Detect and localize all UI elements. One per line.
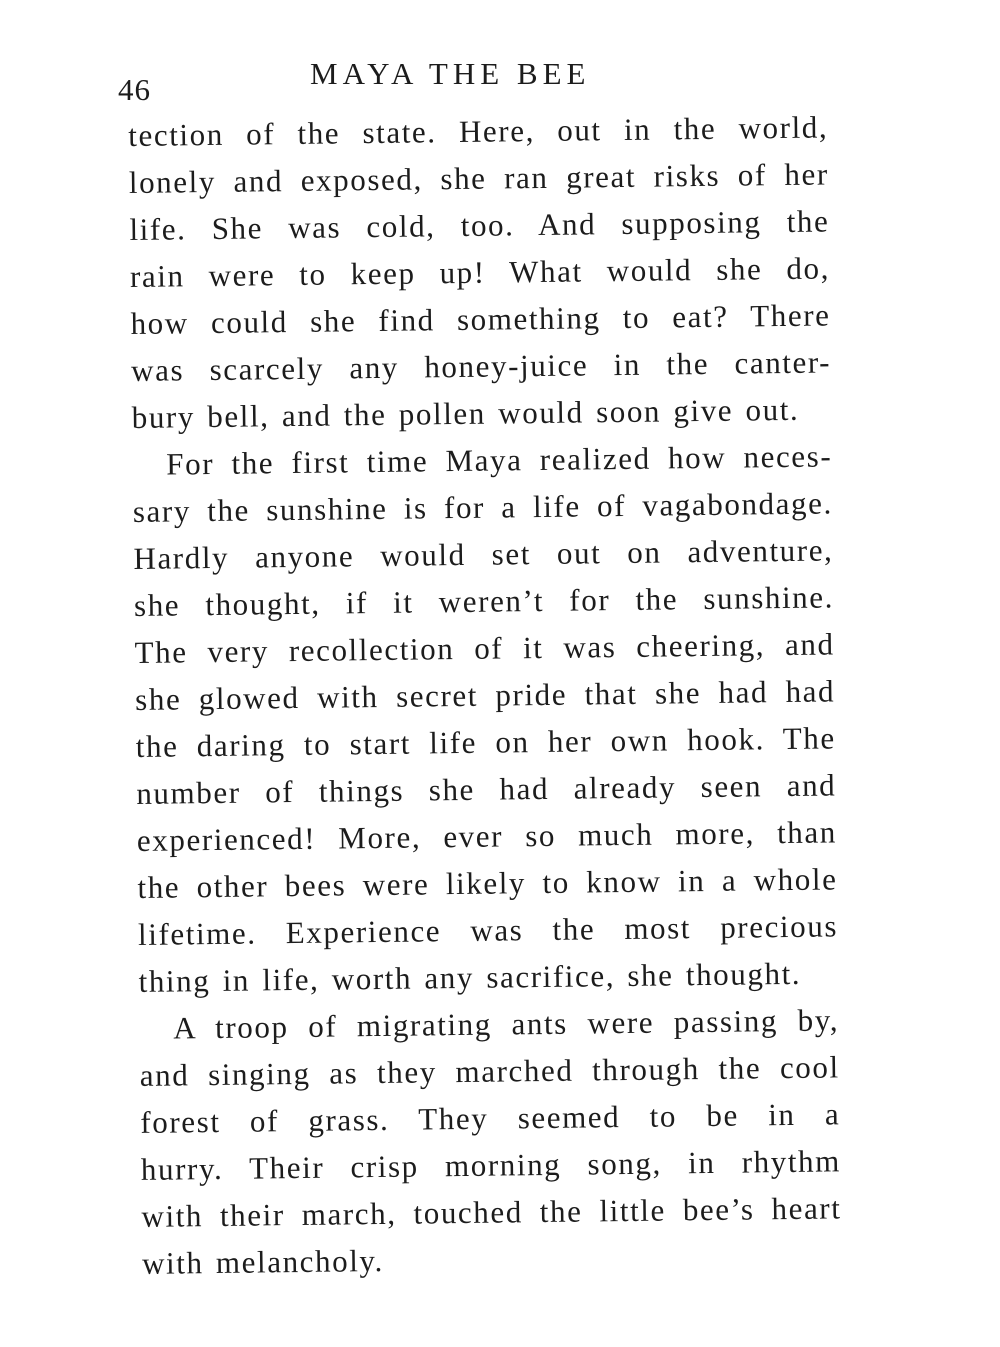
text-line: how could she find something to eat? There [130, 297, 831, 341]
text-line: and singing as they marched through the cool [139, 1049, 840, 1093]
book-title: MAYA THE BEE [310, 56, 591, 91]
text-line: with melancholy. [141, 1242, 385, 1281]
text-line: lifetime. Experience was the most precious [137, 908, 839, 952]
paragraph-2 [132, 432, 839, 1005]
body-text [128, 103, 842, 1286]
text-line: the other bees were likely to know in a whole [137, 861, 838, 905]
text-line: tection of the state. Here, out in the world, [128, 109, 829, 153]
text-line: A troop of migrating ants were passing by, [172, 1002, 840, 1046]
text-line: she glowed with secret pride that she had had [134, 673, 836, 717]
text-line: Hardly anyone would set out on adventure, [133, 532, 834, 576]
text-line: the daring to start life on her own hook. The [135, 720, 836, 764]
text-line: For the first time Maya realized how neces- [166, 438, 833, 482]
page-number: 46 [118, 72, 151, 107]
text-line: she thought, if it weren’t for the sunshine. [133, 579, 835, 623]
text-line: rain were to keep up! What would she do, [129, 250, 831, 294]
text-line: experienced! More, ever so much more, than [136, 814, 838, 858]
text-line: sary the sunshine is for a life of vagabondage. [132, 485, 834, 529]
text-line: with their march, touched the little bee’s heart [141, 1190, 842, 1234]
text-line: The very recollection of it was cheering, and [134, 626, 835, 670]
paragraph-1 [128, 103, 832, 441]
text-line: forest of grass. They seemed to be in a [140, 1096, 841, 1140]
running-head [118, 56, 818, 106]
text-line: number of things she had already seen and [136, 767, 837, 811]
text-line: bury bell, and the pollen would soon give out. [131, 391, 800, 435]
text-line: lonely and exposed, she ran great risks of her [128, 156, 830, 200]
text-line: life. She was cold, too. And supposing the [129, 203, 830, 247]
paragraph-3 [139, 996, 842, 1287]
text-line: hurry. Their crisp morning song, in rhythm [140, 1143, 842, 1187]
text-line: thing in life, worth any sacrifice, she thought. [138, 955, 802, 999]
text-line: was scarcely any honey-juice in the canter- [130, 344, 832, 388]
